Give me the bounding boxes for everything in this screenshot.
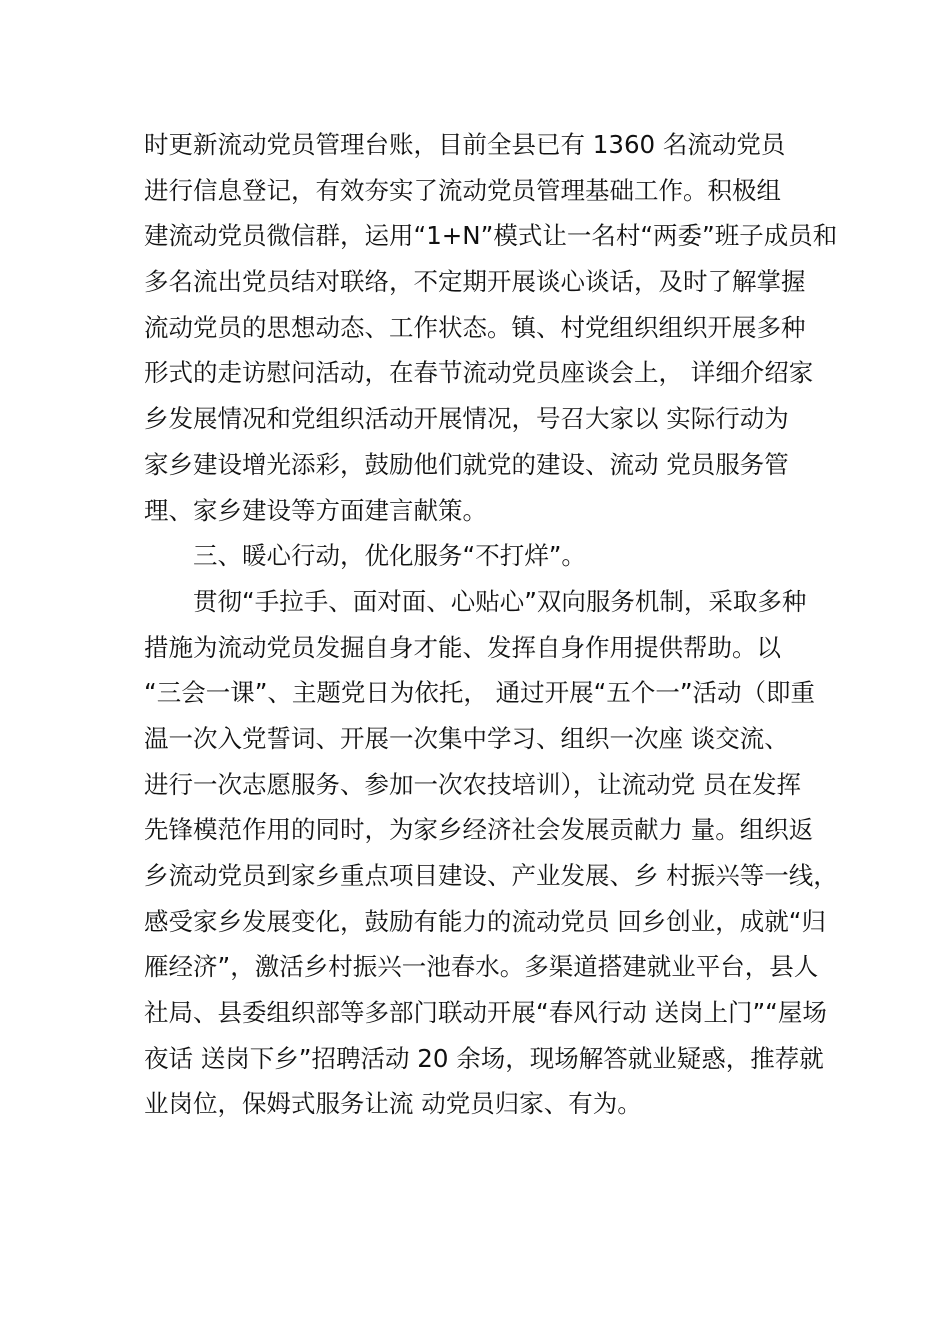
text-line: 时更新流动党员管理台账，目前全县已有 1360 名流动党员 — [144, 130, 786, 159]
section-heading: 三、暖心行动，优化服务“不打烊”。 — [193, 541, 586, 571]
text-line: 家乡建设增光添彩，鼓励他们就党的建设、流动 党员服务管 — [144, 449, 789, 479]
text-line: 感受家乡发展变化，鼓励有能力的流动党员 回乡创业，成就“归 — [144, 906, 826, 936]
text-line: 措施为流动党员发掘自身才能、发挥自身作用提供帮助。以 — [144, 632, 781, 662]
text-line: 多名流出党员结对联络，不定期开展谈心谈话，及时了解掌握 — [144, 267, 806, 297]
text-line: 先锋模范作用的同时，为家乡经济社会发展贡献力 量。组织返 — [144, 815, 814, 845]
text-line: 业岗位，保姆式服务让流 动党员归家、有为。 — [144, 1089, 642, 1119]
text-line: 形式的走访慰问活动，在春节流动党员座谈会上， 详细介绍家 — [144, 358, 814, 388]
text-line: 建流动党员微信群，运用“1+N”模式让一名村“两委”班子成员和 — [144, 221, 838, 251]
text-line: 流动党员的思想动态、工作状态。镇、村党组织组织开展多种 — [144, 312, 806, 342]
text-line: 雁经济”，激活乡村振兴一池春水。多渠道搭建就业平台，县人 — [144, 952, 819, 982]
paragraph-start-line: 贯彻“手拉手、面对面、心贴心”双向服务机制，采取多种 — [193, 586, 807, 616]
text-line: 乡发展情况和党组织活动开展情况，号召大家以 实际行动为 — [144, 404, 789, 434]
text-line: 夜话 送岗下乡”招聘活动 20 余场，现场解答就业疑惑，推荐就 — [144, 1043, 824, 1073]
text-line: 乡流动党员到家乡重点项目建设、产业发展、乡 村振兴等一线， — [144, 861, 838, 890]
text-line: 社局、县委组织部等多部门联动开展“春风行动 送岗上门”“屋场 — [144, 998, 827, 1028]
text-line: 进行一次志愿服务、参加一次农技培训），让流动党 员在发挥 — [144, 769, 802, 799]
text-line: “三会一课”、主题党日为依托， 通过开展“五个一”活动（即重 — [144, 678, 816, 708]
text-line: 温一次入党誓词、开展一次集中学习、组织一次座 谈交流、 — [144, 723, 789, 753]
text-line: 进行信息登记，有效夯实了流动党员管理基础工作。积极组 — [144, 175, 781, 205]
text-line: 理、家乡建设等方面建言献策。 — [144, 495, 487, 525]
body-text — [144, 122, 864, 1127]
